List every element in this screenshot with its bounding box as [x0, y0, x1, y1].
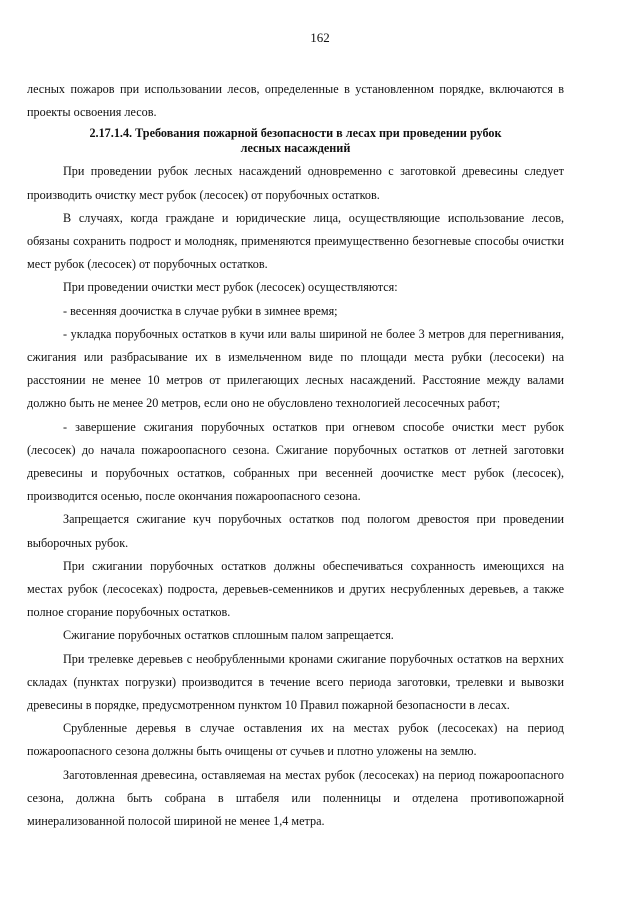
paragraph: При проведении рубок лесных насаждений одновременно с заготовкой древесины следует производить очистку мест рубок (лесосек) от порубочных остатков.	[27, 164, 564, 202]
paragraph: Запрещается сжигание куч порубочных остатков под пологом древостоя при проведении выборочных рубок.	[27, 512, 564, 550]
paragraph: При сжигании порубочных остатков должны обеспечиваться сохранность имеющихся на местах рубок (лесосеках) подроста, деревьев-семенников и других несрубленных деревьев, а также полное сгорание порубочных остатков.	[27, 558, 564, 620]
paragraph: Срубленные деревья в случае оставления их на местах рубок (лесосеках) на период пожароопасного сезона должны быть очищены от сучьев и плотно уложены на землю.	[27, 721, 564, 759]
list-item: - завершение сжигания порубочных остатков при огневом способе очистки мест рубок (лесосек) до начала пожароопасного сезона. Сжигание порубочных остатков от летней заготовки древесины и порубочных остатков, собранных при весенней доочистке мест рубок (лесосек), производится осенью, после окончания пожароопасного сезона.	[27, 419, 564, 504]
section-heading-line1: 2.17.1.4. Требования пожарной безопасности в лесах при проведении рубок	[89, 126, 502, 141]
section-heading-line2: лесных насаждений	[240, 141, 351, 156]
section-heading	[27, 126, 564, 156]
paragraph: При проведении очистки мест рубок (лесосек) осуществляются:	[63, 280, 398, 295]
paragraph: При трелевке деревьев с необрубленными кронами сжигание порубочных остатков на верхних складах (пунктах погрузки) производится в течение всего периода заготовки, трелевки и вывозки древесины в порядке, предусмотренном пунктом 10 Правил пожарной безопасности в лесах.	[27, 651, 564, 713]
paragraph: В случаях, когда граждане и юридические лица, осуществляющие использование лесов, обязаны сохранить подрост и молодняк, применяются преимущественно безогневые способы очистки мест рубок (лесосек) от порубочных остатков.	[27, 210, 564, 272]
page-number: 162	[310, 30, 330, 45]
list-item: - укладка порубочных остатков в кучи или валы шириной не более 3 метров для перегнивания, сжигания или разбрасывание их в измельченном виде по площади места рубки (лесосеки) на расстоянии не менее 10 метров от прилегающих лесных насаждений. Расстояние между валами должно быть не менее 20 метров, если оно не обусловлено технологией лесосечных работ;	[27, 326, 564, 411]
list-item: - весенняя доочистка в случае рубки в зимнее время;	[63, 303, 338, 318]
paragraph: Заготовленная древесина, оставляемая на местах рубок (лесосеках) на период пожароопасного сезона, должна быть собрана в штабеля или поленницы и отделена противопожарной минерализованной полосой шириной не менее 1,4 метра.	[27, 767, 564, 829]
page-body	[27, 78, 564, 833]
paragraph: Сжигание порубочных остатков сплошным палом запрещается.	[63, 628, 394, 643]
intro-continuation: лесных пожаров при использовании лесов, определенные в установленном порядке, включаются в проекты освоения лесов.	[27, 82, 564, 120]
